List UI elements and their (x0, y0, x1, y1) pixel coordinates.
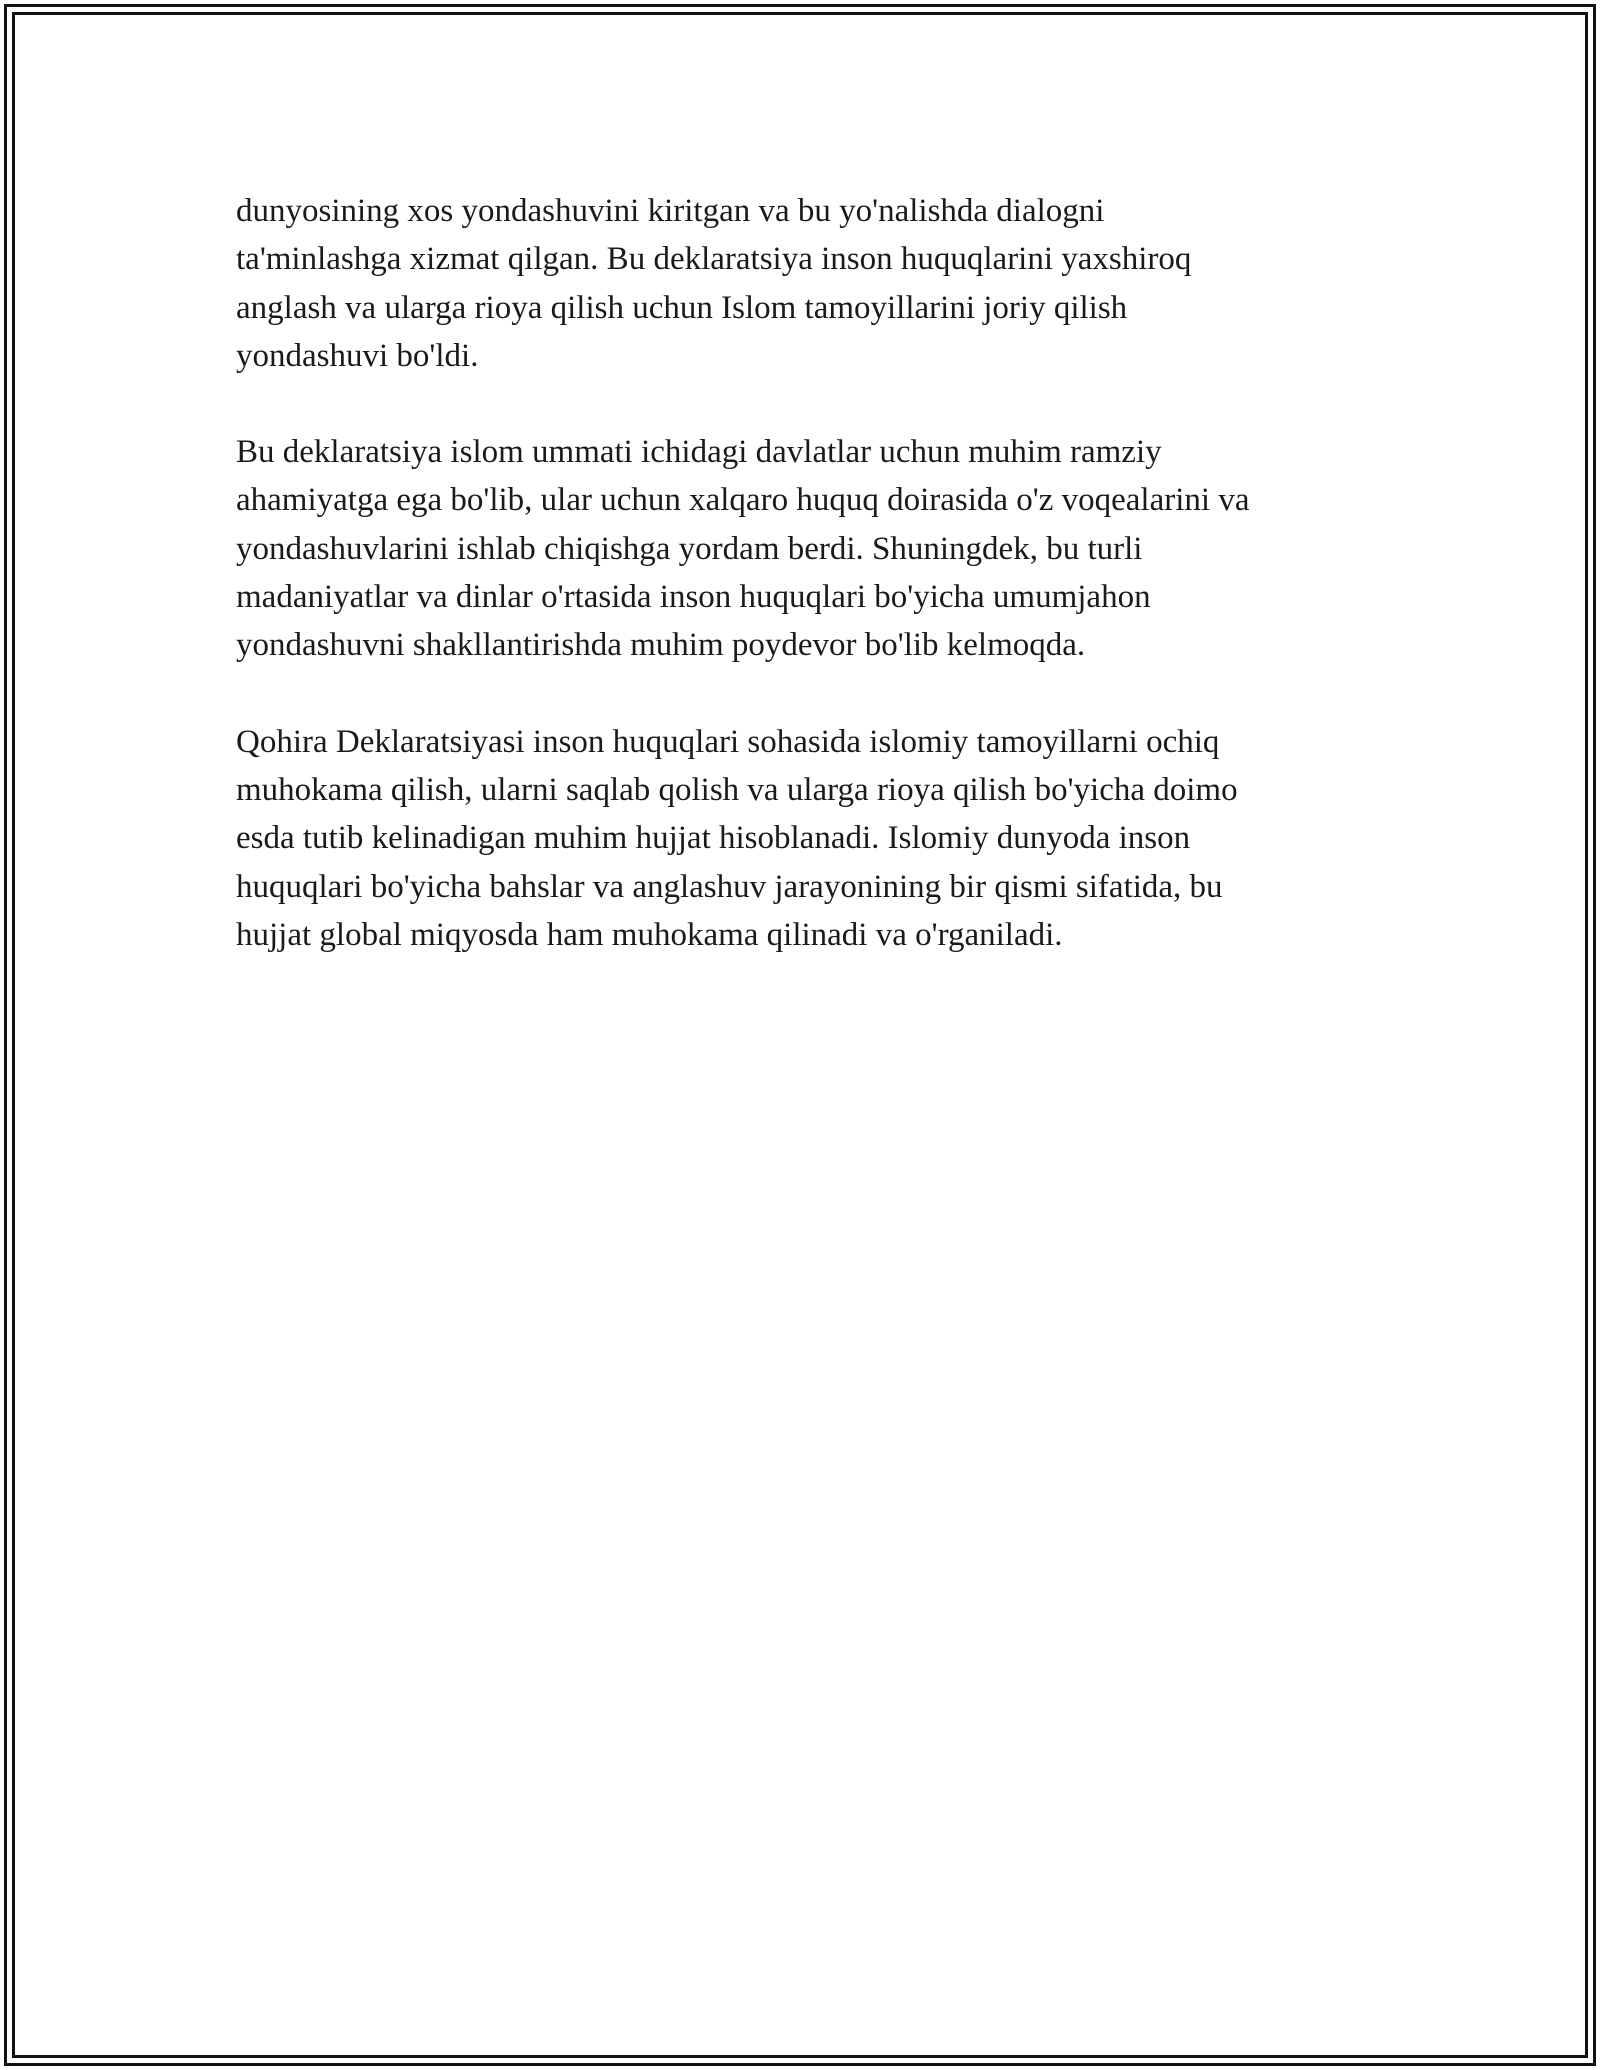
paragraph-1: dunyosining xos yondashuvini kiritgan va bu yo'nalishda dialogni ta'minlashga xizmat qilgan. Bu deklaratsiya inson huquqlarini yaxshiroq anglash va ularga rioya qilish uchun Islom tamoyillarini joriy qilish yondashuvi bo'ldi. (236, 193, 1192, 374)
document-body (236, 187, 1386, 1007)
paragraph-3: Qohira Deklaratsiyasi inson huquqlari sohasida islomiy tamoyillarni ochiq muhokama qilish, ularni saqlab qolish va ularga rioya qilish bo'yicha doimo esda tutib kelinadigan muhim hujjat hisoblanadi. Islomiy dunyoda inson huquqlari bo'yicha bahslar va anglashuv jarayonining bir qismi sifatida, bu hujjat global miqyosda ham muhokama qilinadi va o'rganiladi. (236, 723, 1238, 953)
paragraph-2: Bu deklaratsiya islom ummati ichidagi davlatlar uchun muhim ramziy ahamiyatga ega bo'lib, ular uchun xalqaro huquq doirasida o'z voqealarini va yondashuvlarini ishlab chiqishga yordam berdi. Shuningdek, bu turli madaniyatlar va dinlar o'rtasida inson huquqlari bo'yicha umumjahon yondashuvni shakllantirishda muhim poydevor bo'lib kelmoqda. (236, 434, 1250, 664)
